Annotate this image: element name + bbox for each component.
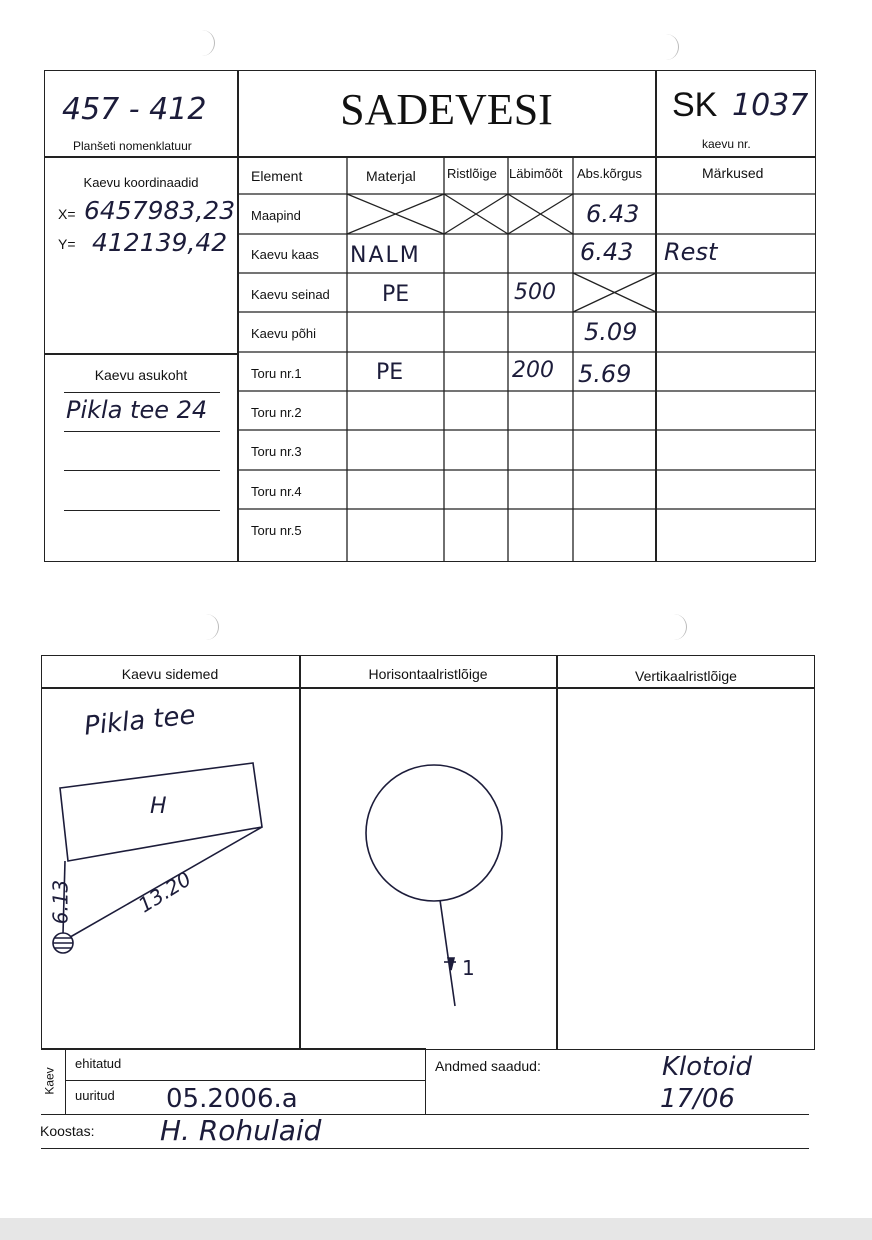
house-label: H <box>150 794 167 819</box>
well-prefix: SK <box>672 86 718 124</box>
value-kaas-materjal: NALM <box>350 243 421 268</box>
horizontal-section-sketch <box>300 688 556 1048</box>
andmed-label: Andmed saadud: <box>435 1058 541 1074</box>
well-number: 1037 <box>732 88 809 123</box>
pipe-label: 1 <box>462 956 475 980</box>
scan-edge <box>0 1218 872 1240</box>
header-materjal: Materjal <box>366 168 416 184</box>
sketch-col-sidemed: Kaevu sidemed <box>121 666 219 682</box>
value-toru1-materjal: PE <box>376 360 404 385</box>
andmed-value-line2: 17/06 <box>660 1084 735 1114</box>
koostas-label: Koostas: <box>40 1123 95 1139</box>
punch-hole-mark <box>660 34 679 60</box>
kaev-label: Kaev <box>42 1067 57 1095</box>
pipe-line <box>440 900 455 1006</box>
x-prefix: X= <box>58 206 76 222</box>
well-connections-sketch <box>41 688 299 1048</box>
koostas-value: H. Rohulaid <box>160 1114 322 1147</box>
header-ristloige: Ristlõige <box>447 166 497 181</box>
x-value: 6457983,23 <box>84 196 236 225</box>
value-toru1-abs: 5.69 <box>578 360 632 388</box>
value-kaas-abs: 6.43 <box>580 238 634 266</box>
row-label-toru-2: Toru nr.2 <box>251 405 302 420</box>
row-label-kaevu-pohi: Kaevu põhi <box>251 326 317 341</box>
row-label-kaevu-seinad: Kaevu seinad <box>251 287 330 302</box>
plansheet-value: 457 - 412 <box>62 92 207 127</box>
page-title: SADEVESI <box>340 85 553 134</box>
row-label-toru-1: Toru nr.1 <box>251 366 302 381</box>
coordinates-label: Kaevu koordinaadid <box>83 175 199 190</box>
value-kaas-markused: Rest <box>664 238 718 266</box>
dimension-long: 13.20 <box>133 866 196 918</box>
value-seinad-materjal: PE <box>382 282 410 307</box>
punch-hole-mark <box>668 614 687 640</box>
punch-hole-mark <box>196 30 215 56</box>
location-value: Pikla tee 24 <box>66 396 208 424</box>
row-label-toru-5: Toru nr.5 <box>251 523 302 538</box>
sketch-col-horisontaal: Horisontaalristlõige <box>368 666 488 682</box>
ehitatud-label: ehitatud <box>75 1056 122 1071</box>
header-labimoot: Läbimõõt <box>509 166 563 181</box>
value-toru1-labimoot: 200 <box>512 358 554 383</box>
dimension-short: 6.13 <box>48 879 73 925</box>
row-label-toru-3: Toru nr.3 <box>251 444 302 459</box>
uuritud-value: 05.2006.a <box>166 1084 298 1114</box>
uuritud-label: uuritud <box>75 1088 115 1103</box>
andmed-value-line1: Klotoid <box>662 1052 753 1082</box>
plansheet-label: Planšeti nomenklatuur <box>73 139 192 153</box>
well-circle <box>366 765 502 901</box>
row-label-maapind: Maapind <box>251 208 301 223</box>
value-seinad-labimoot: 500 <box>514 280 556 305</box>
sketch-col-vertikaal: Vertikaalristlõige <box>635 668 737 684</box>
header-abs-korgus: Abs.kõrgus <box>577 166 643 181</box>
row-label-toru-4: Toru nr.4 <box>251 484 302 499</box>
row-label-kaevu-kaas: Kaevu kaas <box>251 247 319 262</box>
street-name: Pikla tee <box>82 700 197 742</box>
header-element: Element <box>251 168 303 184</box>
y-prefix: Y= <box>58 236 76 252</box>
value-maapind-abs: 6.43 <box>586 200 640 228</box>
location-label: Kaevu asukoht <box>94 367 188 383</box>
well-label: kaevu nr. <box>702 137 751 151</box>
punch-hole-mark <box>200 614 219 640</box>
value-pohi-abs: 5.09 <box>584 318 638 346</box>
y-value: 412139,42 <box>92 228 228 257</box>
header-markused: Märkused <box>702 165 764 181</box>
